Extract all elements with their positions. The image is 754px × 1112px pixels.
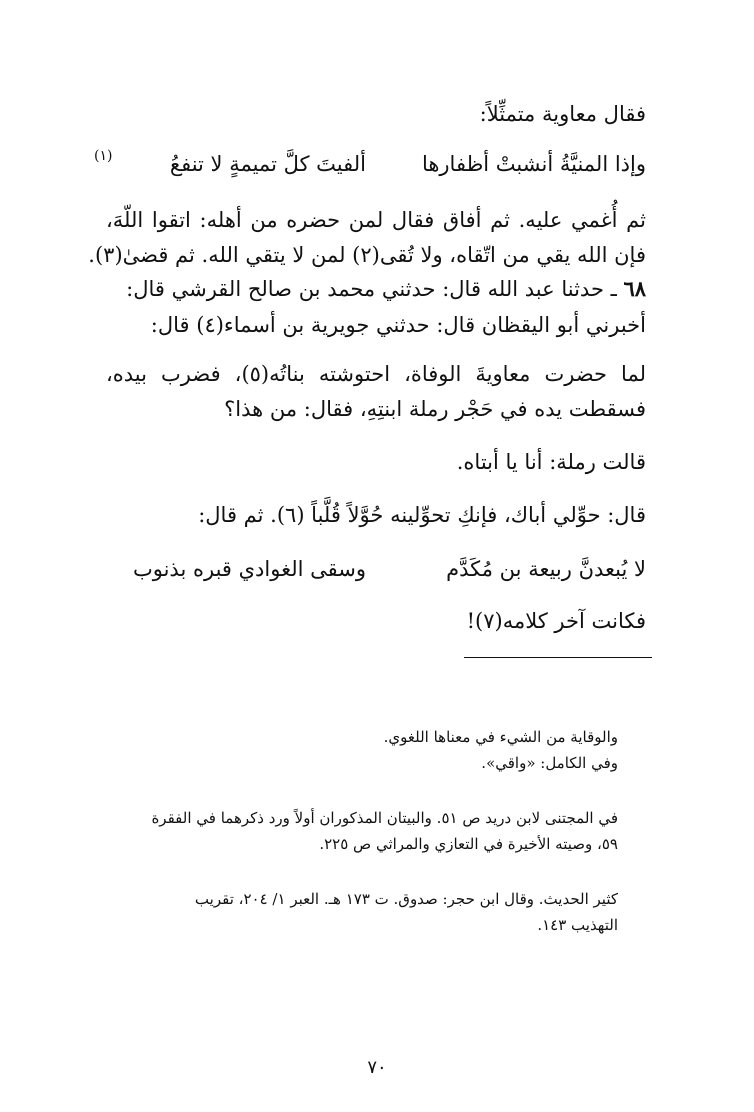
paragraph-4: قالت رملة: أنا يا أبتاه. xyxy=(456,450,646,474)
verse-2-second-hemistich: وسقى الغوادي قبره بذنوب xyxy=(132,557,366,581)
verse-1-second-hemistich: ألفيتَ كلَّ تميمةٍ لا تنفعُ xyxy=(169,152,366,176)
footnote-3-line-3: ٥٩، وصيته الأخيرة في التعازي والمراثي ص ٢٢٥. xyxy=(319,835,618,853)
paragraph-6: فكانت آخر كلامه(٧)! xyxy=(466,609,646,633)
hadith-68-line-1 xyxy=(106,273,646,305)
hadith-68-text-1: ـ حدثنا عبد الله قال: حدثني محمد بن صالح القرشي قال: xyxy=(126,277,617,301)
hadith-number: ٦٨ xyxy=(623,276,646,301)
footnote-4-line-3: التهذيب ١٤٣. xyxy=(537,916,618,934)
page-number: ٧٠ xyxy=(367,1057,387,1078)
verse-1-first-hemistich: وإذا المنيَّةُ أنشبتْ أظفارها xyxy=(421,152,646,176)
hadith-68-line-2: أخبرني أبو اليقظان قال: حدثني جويرية بن أسماء(٤) قال: xyxy=(150,313,646,337)
paragraph-1-line-2: فإن الله يقي من اتّقاه، ولا تُقى(٢) لمن لا يتقي الله. ثم قضىٰ(٣). xyxy=(88,243,646,267)
footnote-4-line-2: كثير الحديث. وقال ابن حجر: صدوق. ت ١٧٣ هـ. العبر ١/ ٢٠٤، تقريب xyxy=(194,890,618,908)
paragraph-5: قال: حوِّلي أباك، فإنكِ تحوِّلينه حُوَّلاً قُلَّباً (٦). ثم قال: xyxy=(198,503,646,527)
footnote-2-line-2: والوقاية من الشيء في معناها اللغوي. xyxy=(383,728,618,746)
footnote-2-line-3: وفي الكامل: «واقي». xyxy=(481,754,618,772)
paragraph-3-line-1: لما حضرت معاويةَ الوفاة، احتوشته بناتُه(٥)، فضرب بيده، xyxy=(106,362,646,386)
verse-2-first-hemistich: لا يُبعدنَّ ربيعة بن مُكَدَّم xyxy=(446,557,646,581)
footnote-3-line-2: في المجتنى لابن دريد ص ٥١. والبيتان المذكوران أولاً ورد ذكرهما في الفقرة xyxy=(151,809,618,827)
verse-1-footnote-ref: (١) xyxy=(94,148,113,164)
paragraph-3-line-2: فسقطت يده في حَجْر رملة ابنتِهِ، فقال: من هذا؟ xyxy=(224,397,646,421)
footnote-separator xyxy=(464,657,652,658)
paragraph-1-line-1: ثم أُغمي عليه. ثم أفاق فقال لمن حضره من أهله: اتقوا اللّهَ، xyxy=(106,208,646,232)
intro-line: فقال معاوية متمثِّلاً: xyxy=(479,102,646,126)
